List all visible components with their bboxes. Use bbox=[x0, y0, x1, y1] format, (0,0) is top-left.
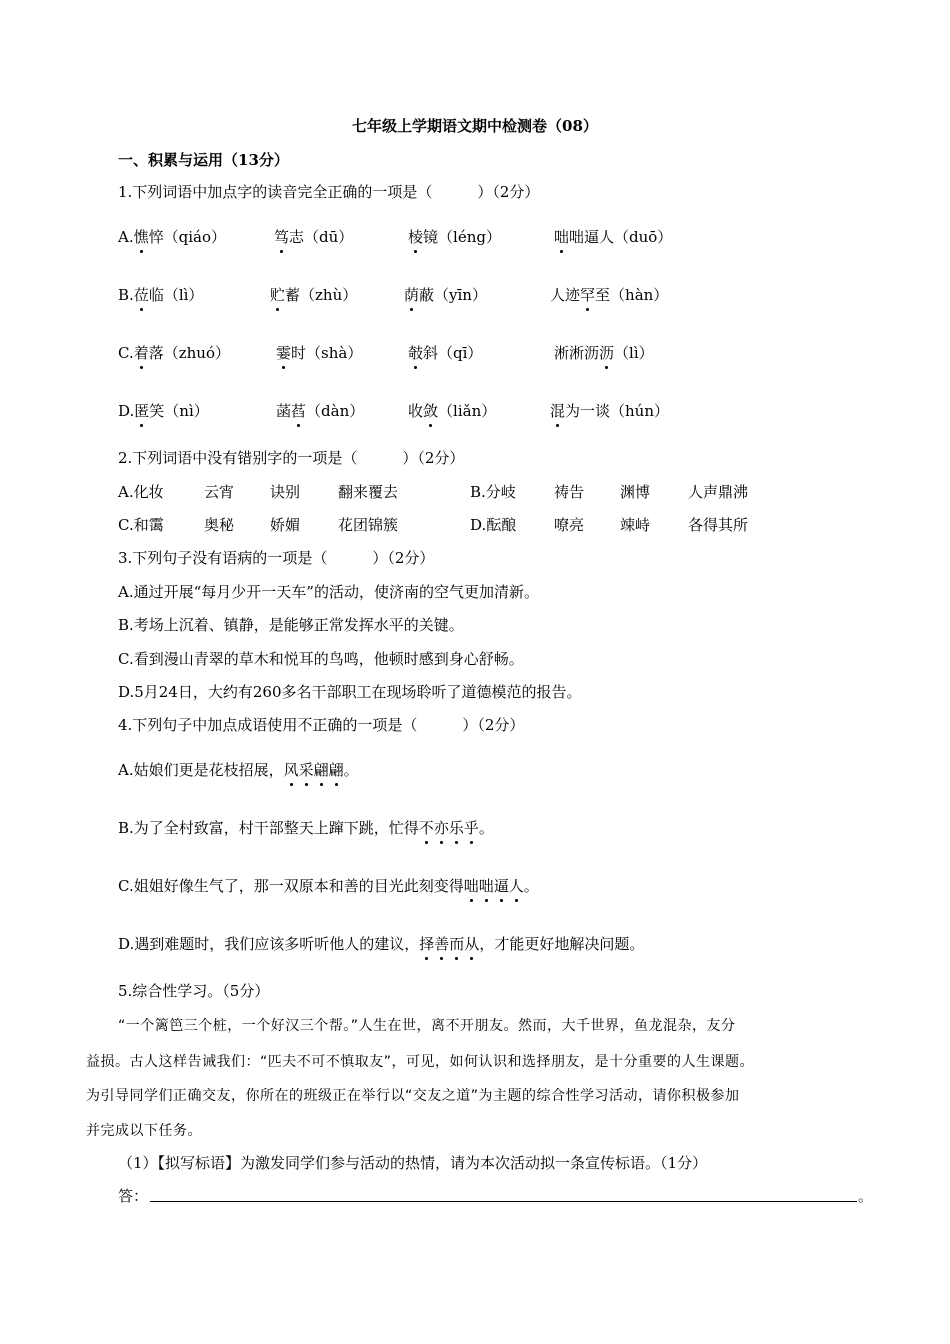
question-1-stem: 1.下列词语中加点字的读音完全正确的一项是（ ）（2分） bbox=[118, 183, 540, 201]
q1-c-word-4: 淅淅沥沥（lì） bbox=[554, 344, 654, 362]
answer-end-mark: 。 bbox=[858, 1187, 874, 1205]
question-4-stem: 4.下列句子中加点成语使用不正确的一项是（ ）（2分） bbox=[118, 716, 525, 734]
q3-option-b: B.考场上沉着、镇静，是能够正常发挥水平的关键。 bbox=[118, 616, 464, 634]
q4-option-b: B.为了全村致富，村干部整天上蹿下跳，忙得不亦乐乎。 bbox=[118, 819, 494, 837]
q5-paragraph-line-3: 为引导同学们正确交友，你所在的班级正在举行以“交友之道”为主题的综合性学习活动，请你积极参加 bbox=[86, 1088, 740, 1104]
q4-option-a: A.姑娘们更是花枝招展，风采翩翩。 bbox=[118, 761, 359, 779]
q3-option-a: A.通过开展“每月少开一天车”的活动，使济南的空气更加清新。 bbox=[118, 583, 539, 601]
q2-a-2: 云宵 bbox=[204, 483, 235, 501]
q1-c-word-3: 攲斜（qī） bbox=[408, 344, 483, 362]
q5-task-1: （1）【拟写标语】为激发同学们参与活动的热情，请为本次活动拟一条宣传标语。（1分） bbox=[118, 1154, 708, 1172]
answer-label: 答： bbox=[118, 1187, 149, 1205]
q5-paragraph-line-1: “一个篱笆三个桩，一个好汉三个帮。”人生在世，离不开朋友。然而，大千世界，鱼龙混杂，友分 bbox=[118, 1018, 736, 1034]
q2-a-1: A.化妆 bbox=[118, 483, 164, 501]
q1-c-word-2: 霎时（shà） bbox=[276, 344, 363, 362]
q5-paragraph-line-4: 并完成以下任务。 bbox=[86, 1123, 202, 1139]
q2-b-4: 人声鼎沸 bbox=[688, 483, 749, 501]
q1-b-word-4: 人迹罕至（hàn） bbox=[550, 286, 669, 304]
q2-c-1: C.和霭 bbox=[118, 516, 164, 534]
q2-d-4: 各得其所 bbox=[688, 516, 749, 534]
q2-d-2: 嘹亮 bbox=[554, 516, 585, 534]
q1-d-word-3: 收敛（liǎn） bbox=[408, 402, 497, 420]
q1-b-word-1: B.莅临（lì） bbox=[118, 286, 204, 304]
q1-a-word-1: A.憔悴（qiáo） bbox=[118, 228, 226, 246]
q1-a-word-2: 笃志（dū） bbox=[274, 228, 354, 246]
q2-c-3: 娇媚 bbox=[270, 516, 301, 534]
q1-b-word-3: 荫蔽（yīn） bbox=[404, 286, 487, 304]
q2-d-1: D.酝酿 bbox=[470, 516, 517, 534]
q1-c-word-1: C.着落（zhuó） bbox=[118, 344, 230, 362]
q1-d-word-4: 混为一谈（hún） bbox=[550, 402, 669, 420]
q4-option-d: D.遇到难题时，我们应该多听听他人的建议，择善而从，才能更好地解决问题。 bbox=[118, 935, 645, 953]
section-heading: 一、积累与运用（13分） bbox=[118, 151, 289, 169]
question-3-stem: 3.下列句子没有语病的一项是（ ）（2分） bbox=[118, 549, 435, 567]
q2-d-3: 竦峙 bbox=[620, 516, 651, 534]
page-title: 七年级上学期语文期中检测卷（08） bbox=[352, 117, 598, 135]
q2-b-2: 祷告 bbox=[554, 483, 585, 501]
q3-option-d: D.5月24日，大约有260多名干部职工在现场聆听了道德模范的报告。 bbox=[118, 683, 582, 701]
q2-c-4: 花团锦簇 bbox=[338, 516, 399, 534]
q1-d-word-2: 菡萏（dàn） bbox=[276, 402, 365, 420]
q2-b-3: 渊博 bbox=[620, 483, 651, 501]
q1-a-word-4: 咄咄逼人（duō） bbox=[554, 228, 673, 246]
q2-b-1: B.分岐 bbox=[470, 483, 516, 501]
q4-option-c: C.姐姐好像生气了，那一双原本和善的目光此刻变得咄咄逼人。 bbox=[118, 877, 539, 895]
q2-c-2: 奥秘 bbox=[204, 516, 235, 534]
q1-a-word-3: 棱镜（léng） bbox=[408, 228, 501, 246]
q2-a-3: 诀别 bbox=[270, 483, 301, 501]
question-2-stem: 2.下列词语中没有错别字的一项是（ ）（2分） bbox=[118, 449, 465, 467]
answer-blank-line[interactable] bbox=[150, 1201, 857, 1202]
question-5-stem: 5.综合性学习。（5分） bbox=[118, 982, 270, 1000]
q3-option-c: C.看到漫山青翠的草木和悦耳的鸟鸣，他顿时感到身心舒畅。 bbox=[118, 650, 524, 668]
q1-b-word-2: 贮蓄（zhù） bbox=[270, 286, 358, 304]
q5-paragraph-line-2: 益损。古人这样告诫我们：“匹夫不可不慎取友”，可见，如何认识和选择朋友，是十分重要的人生课题。 bbox=[86, 1054, 755, 1070]
q2-a-4: 翻来覆去 bbox=[338, 483, 399, 501]
q1-d-word-1: D.匿笑（nì） bbox=[118, 402, 209, 420]
